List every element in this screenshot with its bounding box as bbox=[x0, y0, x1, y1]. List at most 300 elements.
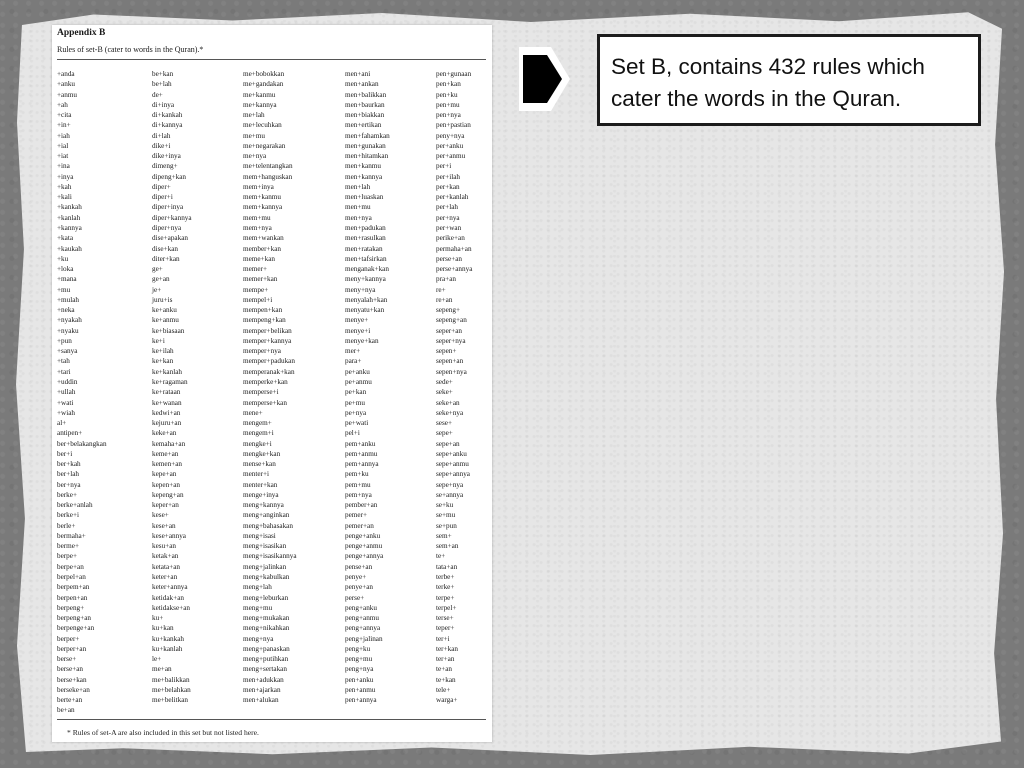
rule-entry: be+lah bbox=[152, 80, 172, 89]
rule-entry: sepeng+ bbox=[436, 306, 461, 315]
rule-entry: +inya bbox=[57, 172, 74, 181]
rule-entry: mem+kannya bbox=[243, 203, 283, 212]
rule-entry: berpen+an bbox=[57, 593, 88, 602]
rule-entry: +mana bbox=[57, 275, 77, 284]
rule-entry: se+pun bbox=[436, 521, 457, 530]
rule-entry: te+kan bbox=[436, 675, 456, 684]
rule-entry: meng+jalinkan bbox=[243, 562, 287, 571]
rule-entry: +ku bbox=[57, 254, 69, 263]
rule-entry: men+nya bbox=[345, 213, 372, 222]
rule-entry: berpeng+ bbox=[57, 603, 85, 612]
rule-entry: pe+anku bbox=[345, 367, 370, 376]
rule-entry: teper+ bbox=[436, 624, 455, 633]
rule-entry: berpel+an bbox=[57, 573, 86, 582]
rule-entry: men+hitamkan bbox=[345, 152, 389, 161]
rule-entry: berse+kan bbox=[57, 675, 87, 684]
rule-entry: pen+annya bbox=[345, 696, 377, 705]
rule-entry: mem+mu bbox=[243, 213, 271, 222]
rule-entry: per+kan bbox=[436, 182, 460, 191]
rule-entry: meng+mu bbox=[243, 603, 273, 612]
rule-entry: men+biakkan bbox=[345, 111, 385, 120]
rule-entry: permaha+an bbox=[436, 244, 472, 253]
rule-entry: berse+an bbox=[57, 665, 84, 674]
rule-entry: meng+kabulkan bbox=[243, 573, 290, 582]
rule-entry: +nyaku bbox=[57, 326, 79, 335]
rule-entry: diper+nya bbox=[152, 223, 182, 232]
rule-entry: men+ajarkan bbox=[243, 685, 281, 694]
rule-entry: kejuru+an bbox=[152, 419, 182, 428]
rule-entry: pel+i bbox=[345, 429, 360, 438]
rule-entry: me+belahkan bbox=[152, 685, 191, 694]
rule-entry: mengem+ bbox=[243, 419, 272, 428]
rule-entry: sepen+nya bbox=[436, 367, 467, 376]
rule-entry: +anda bbox=[57, 70, 75, 78]
rule-entry: kese+an bbox=[152, 521, 176, 530]
rule-entry: seke+an bbox=[436, 398, 460, 407]
rule-entry: re+ bbox=[436, 285, 446, 294]
rule-entry: peng+anku bbox=[345, 603, 377, 612]
rule-entry: me+gandakan bbox=[243, 80, 284, 89]
rule-entry: meng+sertakan bbox=[243, 665, 287, 674]
rule-entry: meng+nya bbox=[243, 634, 274, 643]
rule-entry: keme+an bbox=[152, 449, 179, 458]
rule-entry: mempeng+kan bbox=[243, 316, 286, 325]
rule-entry: berle+ bbox=[57, 521, 76, 530]
rule-entry: +iah bbox=[57, 131, 70, 140]
rule-entry: pem+anku bbox=[345, 439, 376, 448]
rule-entry: memper+kannya bbox=[243, 336, 292, 345]
rule-entry: diter+kan bbox=[152, 254, 180, 263]
rule-entry: meng+bahasakan bbox=[243, 521, 293, 530]
rule-entry: meng+mukakan bbox=[243, 614, 290, 623]
rule-entry: sepe+anmu bbox=[436, 460, 469, 469]
rule-entry: se+mu bbox=[436, 511, 456, 520]
rule-entry: terpel+ bbox=[436, 603, 457, 612]
rule-entry: de+ bbox=[152, 90, 163, 99]
rule-entry: pen+nya bbox=[436, 111, 461, 120]
rule-entry: terse+ bbox=[436, 614, 454, 623]
rule-entry: peny+nya bbox=[436, 131, 465, 140]
rule-entry: di+kannya bbox=[152, 121, 183, 130]
rule-entry: +uddin bbox=[57, 377, 78, 386]
rule-entry: +kankah bbox=[57, 203, 82, 212]
callout-text: Set B, contains 432 rules which cater the words in the Quran. bbox=[611, 54, 925, 111]
rule-entry: mer+ bbox=[345, 347, 361, 356]
rule-entry: +ullah bbox=[57, 388, 76, 397]
rule-entry: me+kanmu bbox=[243, 90, 276, 99]
rule-entry: +ah bbox=[57, 100, 68, 109]
rule-entry: sepen+ bbox=[436, 347, 457, 356]
rule-entry: pember+an bbox=[345, 501, 378, 510]
rule-entry: me+an bbox=[152, 665, 172, 674]
rule-entry: +kaukah bbox=[57, 244, 82, 253]
rule-entry: sem+ bbox=[436, 531, 452, 540]
rule-entry: +iat bbox=[57, 152, 69, 161]
rule-entry: al+ bbox=[57, 419, 67, 428]
rule-entry: +wati bbox=[57, 398, 74, 407]
rule-entry: pen+ku bbox=[436, 90, 458, 99]
rule-entry: menyatu+kan bbox=[345, 306, 385, 315]
rule-entry: dipeng+kan bbox=[152, 172, 186, 181]
appendix-footnote: * Rules of set-A are also included in this set but not listed here. bbox=[67, 728, 259, 737]
rule-entry: pen+anku bbox=[345, 675, 374, 684]
rule-entry: berper+an bbox=[57, 644, 87, 653]
rule-entry: antipen+ bbox=[57, 429, 83, 438]
rule-entry: be+kan bbox=[152, 70, 174, 78]
rule-entry: meng+lah bbox=[243, 583, 272, 592]
rule-entry: me+lah bbox=[243, 111, 265, 120]
rule-entry: berpenge+an bbox=[57, 624, 95, 633]
rule-entry: pe+mu bbox=[345, 398, 366, 407]
rule-entry: ter+kan bbox=[436, 644, 459, 653]
rule-entry: meny+kannya bbox=[345, 275, 386, 284]
rule-entry: menter+i bbox=[243, 470, 270, 479]
rule-entry: tele+ bbox=[436, 685, 451, 694]
rule-entry: +in+ bbox=[57, 121, 71, 130]
rule-entry: berper+ bbox=[57, 634, 80, 643]
rule-entry: pem+mu bbox=[345, 480, 371, 489]
rule-entry: ge+ bbox=[152, 265, 163, 274]
rule-entry: men+kannya bbox=[345, 172, 383, 181]
rule-entry: diper+ bbox=[152, 182, 171, 191]
rule-entry: pem+ku bbox=[345, 470, 369, 479]
rule-entry: le+ bbox=[152, 655, 162, 664]
rules-column-2 bbox=[152, 69, 192, 705]
rule-entry: pe+wati bbox=[345, 419, 369, 428]
rule-entry: mem+wankan bbox=[243, 234, 284, 243]
rule-entry: kedwi+an bbox=[152, 408, 181, 417]
rule-entry: se+ku bbox=[436, 501, 454, 510]
rule-entry: me+bobokkan bbox=[243, 70, 285, 78]
rule-entry: menye+kan bbox=[345, 336, 379, 345]
rule-entry: perse+an bbox=[436, 254, 463, 263]
rule-entry: sepe+annya bbox=[436, 470, 470, 479]
rule-entry: dise+apakan bbox=[152, 234, 188, 243]
rule-entry: men+gunakan bbox=[345, 141, 386, 150]
chevron-right-arrow-icon bbox=[517, 44, 573, 114]
rule-entry: ter+an bbox=[436, 655, 455, 664]
rule-entry: per+nya bbox=[436, 213, 460, 222]
rule-entry: per+anmu bbox=[436, 152, 466, 161]
rule-entry: +tari bbox=[57, 367, 71, 376]
rule-entry: men+baurkan bbox=[345, 100, 385, 109]
rule-entry: mempen+kan bbox=[243, 306, 283, 315]
rule-entry: berme+ bbox=[57, 542, 80, 551]
rule-entry: ke+biasaan bbox=[152, 326, 185, 335]
rule-entry: ke+i bbox=[152, 336, 165, 345]
appendix-title: Appendix B bbox=[57, 28, 106, 38]
rule-entry: memperse+kan bbox=[243, 398, 287, 407]
rule-entry: pem+annya bbox=[345, 460, 379, 469]
rule-entry: sepe+ bbox=[436, 429, 453, 438]
rule-entry: pra+an bbox=[436, 275, 457, 284]
rule-entry: menye+i bbox=[345, 326, 371, 335]
rule-entry: +ina bbox=[57, 162, 70, 171]
rule-entry: men+luaskan bbox=[345, 193, 384, 202]
rule-entry: perike+an bbox=[436, 234, 465, 243]
rule-entry: berse+ bbox=[57, 655, 77, 664]
rule-entry: di+lah bbox=[152, 131, 171, 140]
rule-entry: seke+ bbox=[436, 388, 453, 397]
rule-entry: te+an bbox=[436, 665, 453, 674]
rule-entry: +kata bbox=[57, 234, 74, 243]
rule-entry: ke+wanan bbox=[152, 398, 182, 407]
rule-entry: per+kanlah bbox=[436, 193, 469, 202]
rule-entry: kesu+an bbox=[152, 542, 177, 551]
rule-entry: para+ bbox=[345, 357, 362, 366]
rule-entry: se+annya bbox=[436, 490, 464, 499]
rule-entry: peng+annya bbox=[345, 624, 381, 633]
rule-entry: pemer+an bbox=[345, 521, 374, 530]
rule-entry: menye+ bbox=[345, 316, 369, 325]
rule-entry: memer+kan bbox=[243, 275, 278, 284]
rule-entry: memperanak+kan bbox=[243, 367, 295, 376]
rule-entry: meny+nya bbox=[345, 285, 376, 294]
rule-entry: pe+anmu bbox=[345, 377, 372, 386]
rule-entry: berpem+an bbox=[57, 583, 90, 592]
rule-entry: me+mu bbox=[243, 131, 266, 140]
rule-entry: meng+anginkan bbox=[243, 511, 290, 520]
rule-entry: +kah bbox=[57, 182, 72, 191]
rule-entry: penye+an bbox=[345, 583, 373, 592]
rule-entry: men+ertikan bbox=[345, 121, 382, 130]
rule-entry: kepeng+an bbox=[152, 490, 184, 499]
rule-entry: peng+anmu bbox=[345, 614, 379, 623]
appendix-subtitle: Rules of set-B (cater to words in the Quran).* bbox=[57, 45, 204, 54]
rule-entry: +mu bbox=[57, 285, 71, 294]
rule-entry: men+ankan bbox=[345, 80, 379, 89]
rule-entry: men+rasulkan bbox=[345, 234, 386, 243]
rule-entry: mem+inya bbox=[243, 182, 274, 191]
rule-entry: sepe+an bbox=[436, 439, 460, 448]
rule-entry: sepeng+an bbox=[436, 316, 467, 325]
rule-entry: +anku bbox=[57, 80, 76, 89]
rule-entry: men+adukkan bbox=[243, 675, 284, 684]
rule-entry: ke+rataan bbox=[152, 388, 181, 397]
rule-entry: mem+nya bbox=[243, 223, 272, 232]
rule-entry: member+kan bbox=[243, 244, 281, 253]
rule-entry: ku+kanlah bbox=[152, 644, 183, 653]
footer-divider bbox=[57, 719, 486, 720]
rule-entry: berpe+an bbox=[57, 562, 84, 571]
rule-entry: pem+anmu bbox=[345, 449, 378, 458]
rule-entry: kese+annya bbox=[152, 531, 186, 540]
rule-entry: pen+gunaan bbox=[436, 70, 472, 78]
rule-entry: berseke+an bbox=[57, 685, 90, 694]
rule-entry: pen+pastian bbox=[436, 121, 471, 130]
rule-entry: perse+annya bbox=[436, 265, 473, 274]
rule-entry: me+negarakan bbox=[243, 141, 286, 150]
rule-entry: ke+ilah bbox=[152, 347, 174, 356]
rule-entry: mene+ bbox=[243, 408, 263, 417]
rule-entry: memperse+i bbox=[243, 388, 279, 397]
rule-entry: menge+inya bbox=[243, 490, 279, 499]
rule-entry: me+lecuhkan bbox=[243, 121, 282, 130]
rule-entry: +tah bbox=[57, 357, 70, 366]
rule-entry: pe+nya bbox=[345, 408, 367, 417]
rule-entry: ku+kan bbox=[152, 624, 174, 633]
rule-entry: re+an bbox=[436, 295, 453, 304]
rule-entry: kepen+an bbox=[152, 480, 180, 489]
rule-entry: pen+kan bbox=[436, 80, 461, 89]
rules-column-5 bbox=[436, 69, 472, 705]
rule-entry: memperke+kan bbox=[243, 377, 288, 386]
rule-entry: te+ bbox=[436, 552, 446, 561]
rule-entry: men+kanmu bbox=[345, 162, 381, 171]
rule-entry: men+lah bbox=[345, 182, 371, 191]
rules-column-4 bbox=[345, 69, 390, 705]
rule-entry: diper+kannya bbox=[152, 213, 192, 222]
rule-entry: keter+an bbox=[152, 573, 178, 582]
header-divider bbox=[57, 59, 486, 60]
rule-entry: men+padukan bbox=[345, 223, 386, 232]
rule-entry: ku+kankah bbox=[152, 634, 184, 643]
rule-entry: perse+ bbox=[345, 593, 365, 602]
rule-entry: meng+isasikan bbox=[243, 542, 287, 551]
rule-entry: mempe+ bbox=[243, 285, 269, 294]
rule-entry: diper+inya bbox=[152, 203, 184, 212]
rule-entry: sem+an bbox=[436, 542, 459, 551]
rule-entry: per+lah bbox=[436, 203, 459, 212]
rule-entry: ku+ bbox=[152, 614, 164, 623]
rule-entry: meng+nikahkan bbox=[243, 624, 290, 633]
rule-entry: men+mu bbox=[345, 203, 371, 212]
rule-entry: meng+panaskan bbox=[243, 644, 290, 653]
rule-entry: seper+an bbox=[436, 326, 463, 335]
rule-entry: ke+kan bbox=[152, 357, 174, 366]
rule-entry: terke+ bbox=[436, 583, 455, 592]
rule-entry: menter+kan bbox=[243, 480, 278, 489]
rule-entry: pe+kan bbox=[345, 388, 367, 397]
rule-entry: peng+mu bbox=[345, 655, 373, 664]
rule-entry: +nyakah bbox=[57, 316, 82, 325]
rule-entry: bermaha+ bbox=[57, 531, 86, 540]
rule-entry: kepe+an bbox=[152, 470, 177, 479]
rule-entry: je+ bbox=[152, 285, 162, 294]
rule-entry: men+ratakan bbox=[345, 244, 383, 253]
rule-entry: keter+annya bbox=[152, 583, 188, 592]
rule-entry: pem+nya bbox=[345, 490, 372, 499]
rule-entry: juru+is bbox=[152, 295, 173, 304]
rule-entry: ge+an bbox=[152, 275, 170, 284]
rule-entry: meng+putihkan bbox=[243, 655, 289, 664]
rule-entry: terbe+ bbox=[436, 573, 455, 582]
rule-entry: +mulah bbox=[57, 295, 80, 304]
rule-entry: +kannya bbox=[57, 223, 82, 232]
rule-entry: sede+ bbox=[436, 377, 453, 386]
callout-box bbox=[597, 34, 981, 126]
rule-entry: meng+kannya bbox=[243, 501, 284, 510]
rule-entry: peng+ku bbox=[345, 644, 371, 653]
rule-entry: memer+ bbox=[243, 265, 268, 274]
rule-entry: menganak+kan bbox=[345, 265, 389, 274]
rule-entry: kemen+an bbox=[152, 460, 182, 469]
rule-entry: peng+jalinan bbox=[345, 634, 383, 643]
rule-entry: berke+anlah bbox=[57, 501, 93, 510]
rule-entry: ketak+an bbox=[152, 552, 179, 561]
rule-entry: per+i bbox=[436, 162, 452, 171]
rule-entry: ketidakse+an bbox=[152, 603, 190, 612]
rule-entry: berte+an bbox=[57, 696, 83, 705]
rule-entry: mem+hanguskan bbox=[243, 172, 293, 181]
rule-entry: sese+ bbox=[436, 419, 453, 428]
rule-entry: men+fahamkan bbox=[345, 131, 390, 140]
rule-entry: be+an bbox=[57, 706, 75, 715]
rule-entry: dike+i bbox=[152, 141, 171, 150]
rule-entry: mengem+i bbox=[243, 429, 274, 438]
rule-entry: warga+ bbox=[436, 696, 458, 705]
rule-entry: ke+anmu bbox=[152, 316, 179, 325]
rule-entry: mengke+i bbox=[243, 439, 272, 448]
rule-entry: keper+an bbox=[152, 501, 179, 510]
rule-entry: menyalah+kan bbox=[345, 295, 388, 304]
rule-entry: di+inya bbox=[152, 100, 175, 109]
rule-entry: per+ilah bbox=[436, 172, 461, 181]
rule-entry: meng+isasikannya bbox=[243, 552, 297, 561]
rule-entry: sepen+an bbox=[436, 357, 464, 366]
rule-entry: penge+anku bbox=[345, 531, 381, 540]
rule-entry: seke+nya bbox=[436, 408, 464, 417]
rule-entry: memper+padukan bbox=[243, 357, 295, 366]
rule-entry: sepe+anku bbox=[436, 449, 467, 458]
rule-entry: men+alukan bbox=[243, 696, 279, 705]
rule-entry: +neka bbox=[57, 306, 75, 315]
rule-entry: penge+annya bbox=[345, 552, 384, 561]
rule-entry: mense+kan bbox=[243, 460, 276, 469]
rule-entry: mengke+kan bbox=[243, 449, 281, 458]
rule-entry: me+kannya bbox=[243, 100, 277, 109]
rule-entry: men+tafsirkan bbox=[345, 254, 387, 263]
rule-entry: keke+an bbox=[152, 429, 177, 438]
rule-entry: dike+inya bbox=[152, 152, 181, 161]
rule-entry: ber+kah bbox=[57, 460, 81, 469]
rule-entry: peng+nya bbox=[345, 665, 374, 674]
rule-entry: berke+i bbox=[57, 511, 80, 520]
rule-entry: meng+isasi bbox=[243, 531, 276, 540]
rule-entry: ke+anku bbox=[152, 306, 177, 315]
rule-entry: ber+lah bbox=[57, 470, 80, 479]
rules-column-3 bbox=[243, 69, 297, 705]
rule-entry: seper+nya bbox=[436, 336, 466, 345]
rule-entry: terpe+ bbox=[436, 593, 455, 602]
rule-entry: kemaha+an bbox=[152, 439, 186, 448]
rule-entry: +cita bbox=[57, 111, 72, 120]
rule-entry: +kanlah bbox=[57, 213, 81, 222]
appendix-document bbox=[52, 25, 492, 742]
rule-entry: per+wan bbox=[436, 223, 462, 232]
rule-entry: meme+kan bbox=[243, 254, 275, 263]
rule-entry: ke+ragaman bbox=[152, 377, 188, 386]
rule-entry: berke+ bbox=[57, 490, 78, 499]
rule-entry: ber+nya bbox=[57, 480, 81, 489]
rule-entry: ber+belakangkan bbox=[57, 439, 107, 448]
rule-entry: +kali bbox=[57, 193, 72, 202]
rule-entry: ter+i bbox=[436, 634, 450, 643]
rule-entry: penge+anmu bbox=[345, 542, 383, 551]
rule-entry: pense+an bbox=[345, 562, 373, 571]
rule-entry: mempel+i bbox=[243, 295, 273, 304]
rules-column-1 bbox=[57, 69, 107, 716]
rule-entry: ke+kanlah bbox=[152, 367, 182, 376]
rule-entry: penye+ bbox=[345, 573, 367, 582]
rule-entry: dimeng+ bbox=[152, 162, 178, 171]
rule-entry: ketidak+an bbox=[152, 593, 184, 602]
rule-entry: sepe+nya bbox=[436, 480, 464, 489]
rule-entry: memper+nya bbox=[243, 347, 281, 356]
rule-entry: berpe+ bbox=[57, 552, 78, 561]
rule-entry: men+balikkan bbox=[345, 90, 387, 99]
rule-entry: diper+i bbox=[152, 193, 173, 202]
